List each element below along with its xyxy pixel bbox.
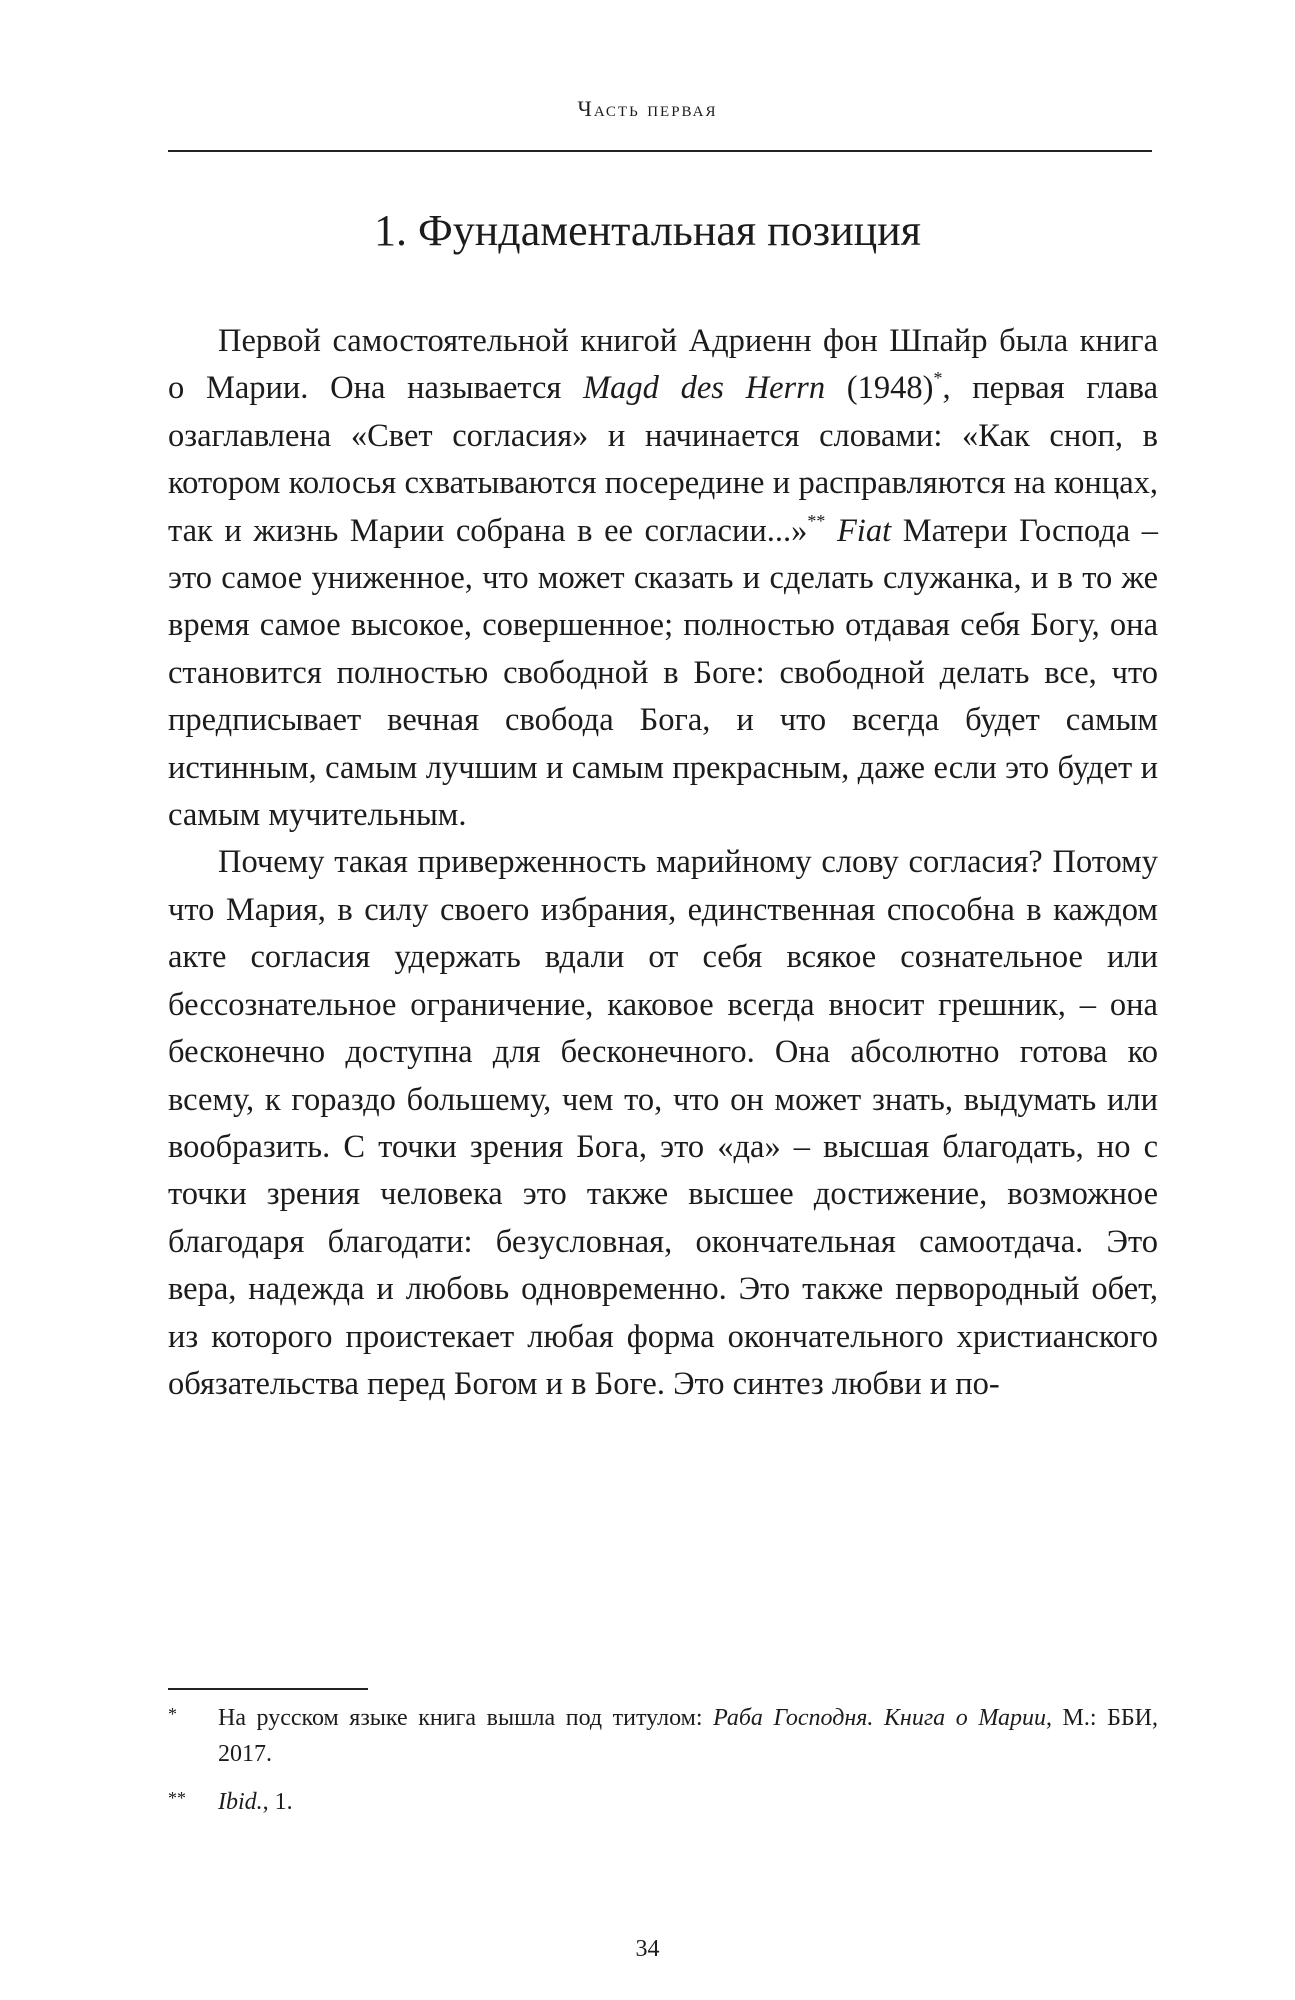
- footnote: [168, 1700, 1158, 1772]
- paragraph-text: Первой самостоятельной книгой Адриенн фон Шпайр была книга о Марии. Она называется: [168, 323, 1158, 407]
- paragraph-text: [825, 513, 837, 549]
- book-title: Magd des Herrn: [583, 370, 826, 407]
- paragraph: [168, 318, 1158, 839]
- paragraph-text: , первая глава озаглавлена «Свет согласия» и начинается словами: «Как сноп, в котором колосья схватываются посередине и расправляются на концах, так и жизнь Марии собрана в ее согласии...»: [168, 370, 1158, 549]
- footnote-ref: *: [933, 368, 943, 389]
- footnote-text: , М.: ББИ, 2017.: [218, 1705, 1159, 1767]
- footnotes: [168, 1700, 1158, 1820]
- footnote-title: Ibid.: [218, 1789, 263, 1815]
- running-head: Часть первая: [577, 96, 718, 121]
- footnote-mark: *: [168, 1704, 177, 1724]
- body-text: [168, 318, 1158, 1408]
- paragraph-text: Матери Господа – это самое униженное, что может сказать и сделать служанка, и в то же время самое высокое, совершенное; полностью отдавая себя Богу, она становится полностью свободной в Боге: свободной делать все, что предписывает вечная свобода Бога, и что всегда будет самым истинным, самым лучшим и самым прекрасным, даже если это будет и самым мучительным.: [168, 512, 1158, 834]
- page-number: 34: [635, 1936, 660, 1962]
- footnote: [168, 1784, 1158, 1820]
- footnote-rule: [168, 1688, 368, 1690]
- footnote-text: , 1.: [262, 1789, 293, 1815]
- footnote-mark: **: [168, 1788, 186, 1808]
- paragraph-text: (1948): [825, 370, 934, 407]
- footnote-title: Раба Господня. Книга о Марии: [713, 1705, 1046, 1731]
- header-rule: [168, 150, 1152, 152]
- chapter-title: 1. Фундаментальная позиция: [374, 206, 921, 255]
- footnote-text: На русском языке книга вышла под титулом:: [218, 1705, 714, 1731]
- latin-term: Fiat: [836, 512, 892, 549]
- footnote-ref: **: [807, 510, 826, 531]
- paragraph: Почему такая приверженность марийному слову согласия? Потому что Мария, в силу своего избрания, единственная способна в каждом акте согласия удержать вдали от себя всякое сознательное или бессознательное ограничение, каковое всегда вносит грешник, – она бесконечно доступна для бесконечного. Она абсолютно готова ко всему, к гораздо большему, чем то, что он может знать, выдумать или вообразить. С точки зрения Бога, это «да» – высшая благодать, но с точки зрения человека это также высшее достижение, возможное благодаря благодати: безусловная, окончательная самоотдача. Это вера, надежда и любовь одновременно. Это также первородный обет, из которого проистекает любая форма окончательного христианского обязательства перед Богом и в Боге. Это синтез любви и по-: [168, 844, 1158, 1402]
